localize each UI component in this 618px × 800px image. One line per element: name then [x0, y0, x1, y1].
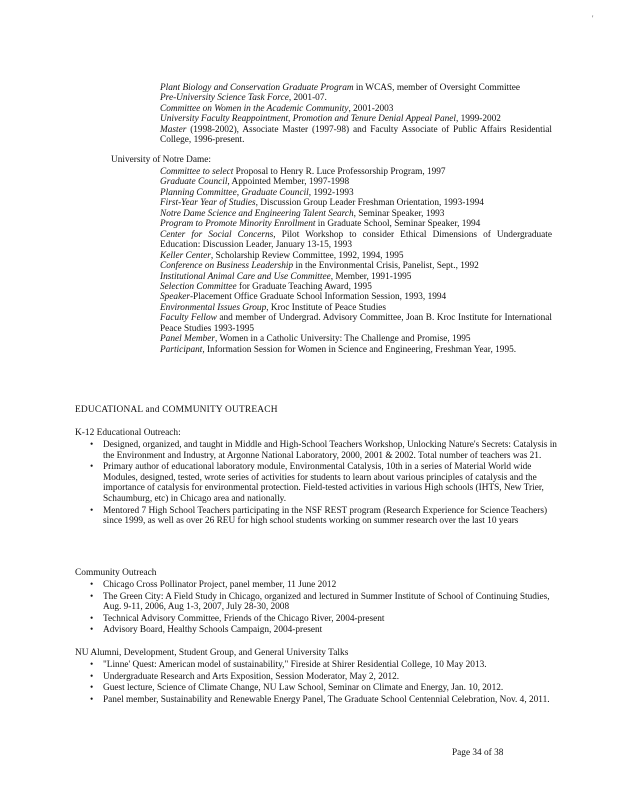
list-item: • Chicago Cross Pollinator Project, panel member, 11 June 2012: [90, 580, 337, 590]
service-item: Program to Promote Minority Enrollment in Graduate School, Seminar Speaker, 1994: [160, 219, 481, 230]
service-item: Center for Social Concerns, Pilot Workshop to consider Ethical Dimensions of Undergraduate Education: Discussion Leader, January 13-15, 1993: [160, 229, 553, 251]
service-item: Notre Dame Science and Engineering Talent Search, Seminar Speaker, 1993: [160, 208, 445, 219]
list-item: • Primary author of educational laboratory module, Environmental Catalysis, 10th in a series of Material World wide Modules, designed, tested, wrote series of activities for students to learn about various principles of catalysis and the importance of catalysis for environmental protection. Field-tested activities in various High schools (IHTS, New Trier, Schaumburg, etc) in Chicago area and nationally.: [90, 462, 544, 504]
service-item: First-Year Year of Studies, Discussion Group Leader Freshman Orientation, 1993-1994: [160, 198, 484, 209]
community-list: [90, 580, 560, 637]
service-item: Planning Committee, Graduate Council, 1992-1993: [160, 187, 354, 198]
service-item: Committee on Women in the Academic Community, 2001-2003: [160, 103, 394, 114]
nu-talks-list: [90, 660, 560, 706]
corner-mark: ': [592, 14, 594, 23]
k12-heading: K-12 Educational Outreach:: [75, 428, 181, 438]
service-item: University Faculty Reappointment, Promotion and Tenure Denial Appeal Panel, 1999-2002: [160, 114, 501, 125]
list-item: • Undergraduate Research and Arts Exposition, Session Moderator, May 2, 2012.: [90, 671, 400, 682]
service-item: Environmental Issues Group, Kroc Institute of Peace Studies: [160, 302, 387, 313]
service-item: Committee to select Proposal to Henry R. Luce Professorship Program, 1997: [160, 167, 446, 177]
service-item: Speaker-Placement Office Graduate School Information Session, 1993, 1994: [160, 292, 447, 303]
service-item: Faculty Fellow and member of Undergrad. Advisory Committee, Joan B. Kroc Institute for International Peace Studies 1993-1995: [160, 313, 552, 334]
list-item: • Panel member, Sustainability and Renewable Energy Panel, The Graduate School Centennial Celebration, Nov. 4, 2011.: [90, 694, 550, 705]
list-item: • The Green City: A Field Study in Chicago, organized and lectured in Summer Institute of School of Continuing Studies, Aug. 9-11, 2006, Aug 1-3, 2007, July 28-30, 2008: [90, 591, 550, 613]
list-item: • Advisory Board, Healthy Schools Campaign, 2004-present: [90, 625, 323, 636]
k12-list: [90, 440, 560, 528]
service-item: Pre-University Science Task Force, 2001-07.: [160, 93, 327, 104]
university-label: University of Notre Dame:: [111, 155, 211, 165]
service-item: Keller Center, Scholarship Review Committee, 1992, 1994, 1995: [160, 250, 404, 261]
service-item: Master (1998-2002), Associate Master (1997-98) and Faculty Associate of Public Affairs Residential College, 1996-present.: [160, 124, 552, 146]
service-list-northwestern: [160, 83, 552, 146]
list-item: • Technical Advisory Committee, Friends of the Chicago River, 2004-present: [90, 613, 385, 624]
list-item: • Guest lecture, Science of Climate Change, NU Law School, Seminar on Climate and Energy, Jan. 10, 2012.: [90, 683, 504, 694]
community-heading: Community Outreach: [75, 568, 157, 578]
service-item: Conference on Business Leadership in the Environmental Crisis, Panelist, Sept., 1992: [160, 261, 479, 272]
list-item: • Designed, organized, and taught in Middle and High-School Teachers Workshop, Unlocking Nature's Secrets: Catalysis in the Environment and Industry, at Argonne National Laboratory, 2000, 2001 & 2002. Total number of teachers was 21.: [90, 440, 557, 461]
page-number: Page 34 of 38: [452, 748, 504, 758]
list-item: • "Linne' Quest: American model of sustainability," Fireside at Shirer Residential College, 10 May 2013.: [90, 660, 487, 670]
section-heading: EDUCATIONAL and COMMUNITY OUTREACH: [75, 405, 278, 415]
nu-talks-heading: NU Alumni, Development, Student Group, and General University Talks: [75, 648, 349, 658]
service-item: Institutional Animal Care and Use Committee, Member, 1991-1995: [160, 271, 412, 282]
service-item: Graduate Council, Appointed Member, 1997-1998: [160, 177, 350, 188]
service-item: Plant Biology and Conservation Graduate Program in WCAS, member of Oversight Committee: [160, 83, 520, 93]
list-item: • Mentored 7 High School Teachers participating in the NSF REST program (Research Experience for Science Teachers) since 1999, as well as over 26 REU for high school students working on summer research over the last 10 years: [90, 505, 548, 527]
service-item: Participant, Information Session for Women in Science and Engineering, Freshman Year, 1995.: [160, 344, 517, 355]
service-item: Selection Committee for Graduate Teaching Award, 1995: [160, 281, 372, 292]
service-item: Panel Member, Women in a Catholic University: The Challenge and Promise, 1995: [160, 334, 471, 345]
service-list-notre-dame: [160, 167, 552, 355]
